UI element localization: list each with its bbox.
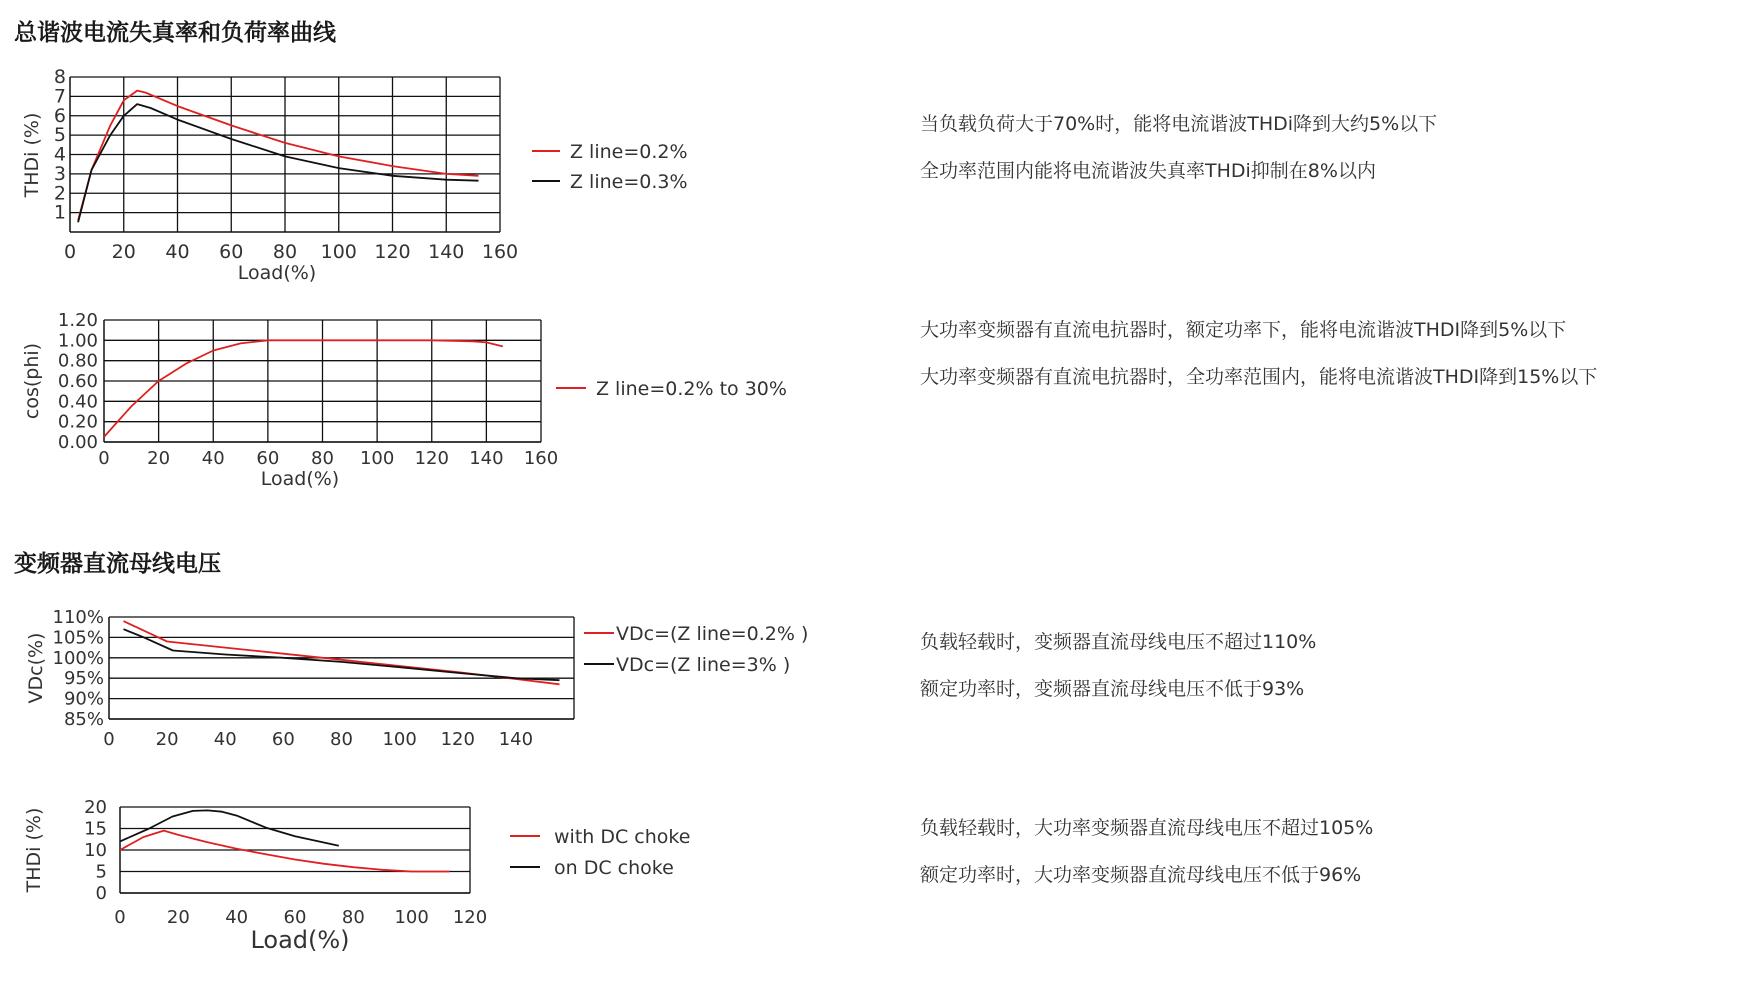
x-tick-label: 20: [147, 448, 171, 469]
y-tick-label: 15: [84, 818, 107, 840]
y-tick-label: 3: [53, 162, 66, 185]
chart-dc-bus-voltage: [0, 600, 820, 760]
series-line: [104, 340, 503, 437]
description-line: 额定功率时，大功率变频器直流母线电压不低于96%: [920, 864, 1362, 886]
legend-label: on DC choke: [554, 857, 674, 879]
x-tick-label: 140: [428, 241, 465, 263]
x-tick-label: 60: [256, 448, 280, 469]
series-line: [78, 91, 478, 221]
description-line: 大功率变频器有直流电抗器时，额定功率下，能将电流谐波THDI降到5%以下: [920, 319, 1567, 341]
description-line: 大功率变频器有直流电抗器时，全功率范围内，能将电流谐波THDI降到15%以下: [920, 366, 1598, 388]
y-tick-label: 20: [84, 797, 107, 818]
x-axis-label: Load(%): [237, 262, 317, 284]
section-title-thd: 总谐波电流失真率和负荷率曲线: [14, 20, 336, 46]
y-axis-label: cos(phi): [21, 342, 43, 420]
y-tick-label: 85%: [63, 709, 104, 730]
description-line: 全功率范围内能将电流谐波失真率THDi抑制在8%以内: [920, 160, 1376, 182]
chart-thd-vs-load: [0, 0, 760, 300]
y-tick-label: 5: [53, 124, 66, 147]
section-title-dc-bus-voltage: 变频器直流母线电压: [14, 551, 221, 577]
x-tick-label: 80: [272, 241, 298, 263]
y-tick-label: 1.20: [57, 310, 98, 331]
x-tick-label: 120: [452, 907, 488, 928]
x-tick-label: 20: [111, 241, 136, 263]
x-tick-label: 20: [166, 907, 190, 928]
x-tick-label: 120: [414, 448, 449, 469]
x-axis-label: Load(%): [260, 468, 340, 490]
description-dc-choke: [920, 805, 1373, 899]
description-power-factor: [920, 307, 1597, 401]
legend-label: Z line=0.2% to 30%: [596, 378, 787, 400]
y-axis-label: VDc(%): [25, 632, 47, 704]
x-tick-label: 40: [165, 241, 190, 263]
y-tick-label: 0.60: [57, 371, 98, 392]
legend-label: Z line=0.3%: [570, 171, 688, 193]
legend-label: VDc=(Z line=3% ): [616, 654, 791, 676]
y-tick-label: 0: [95, 883, 107, 904]
chart-thd-dc-choke: [0, 797, 740, 970]
description-dc-bus-voltage: [920, 619, 1316, 713]
x-tick-label: 140: [469, 448, 504, 469]
x-tick-label: 0: [114, 907, 126, 928]
y-tick-label: 1: [53, 201, 66, 224]
description-thd-load: [920, 101, 1437, 195]
legend-label: VDc=(Z line=0.2% ): [616, 623, 809, 645]
description-line: 当负载负荷大于70%时，能将电流谐波THDi降到大约5%以下: [920, 113, 1438, 135]
description-line: 负载轻载时，大功率变频器直流母线电压不超过105%: [920, 817, 1374, 839]
x-tick-label: 120: [440, 729, 475, 750]
x-tick-label: 80: [311, 448, 334, 469]
x-tick-label: 40: [225, 907, 249, 928]
y-tick-label: 2: [53, 182, 66, 205]
y-tick-label: 4: [53, 143, 66, 166]
x-tick-label: 100: [320, 241, 357, 263]
series-line: [124, 621, 560, 684]
y-axis-label: THDi (%): [23, 807, 45, 893]
y-tick-label: 105%: [52, 627, 104, 649]
y-tick-label: 0.20: [57, 411, 98, 433]
x-axis-label: Load(%): [250, 926, 350, 954]
x-tick-label: 0: [103, 729, 115, 750]
x-tick-label: 60: [219, 241, 244, 263]
x-tick-label: 140: [498, 729, 534, 750]
y-tick-label: 6: [53, 104, 66, 127]
x-tick-label: 40: [201, 448, 225, 469]
x-tick-label: 20: [155, 729, 179, 750]
description-line: 额定功率时，变频器直流母线电压不低于93%: [920, 678, 1305, 700]
x-tick-label: 100: [359, 448, 395, 469]
x-tick-label: 40: [213, 729, 237, 750]
series-line: [78, 104, 478, 222]
y-tick-label: 110%: [52, 607, 104, 628]
y-tick-label: 10: [84, 840, 107, 861]
x-tick-label: 160: [523, 448, 559, 469]
x-tick-label: 160: [481, 241, 519, 263]
chart-power-factor-vs-load: [0, 300, 800, 510]
y-tick-label: 8: [53, 66, 66, 88]
x-tick-label: 80: [341, 907, 365, 928]
legend-label: Z line=0.2%: [570, 141, 688, 163]
y-tick-label: 5: [95, 861, 107, 883]
y-axis-label: THDi (%): [21, 112, 43, 198]
y-tick-label: 95%: [63, 668, 104, 690]
x-tick-label: 60: [283, 907, 307, 928]
y-tick-label: 0.40: [57, 391, 98, 413]
series-line: [120, 831, 450, 872]
x-tick-label: 100: [394, 907, 429, 928]
x-tick-label: 100: [382, 729, 417, 750]
y-tick-label: 90%: [63, 688, 104, 710]
y-tick-label: 0.80: [57, 350, 98, 372]
x-tick-label: 80: [330, 729, 353, 750]
x-tick-label: 120: [374, 241, 411, 263]
y-tick-label: 7: [53, 85, 66, 108]
legend-label: with DC choke: [554, 826, 691, 848]
y-tick-label: 0.00: [57, 432, 98, 453]
x-tick-label: 0: [98, 448, 110, 469]
y-tick-label: 100%: [52, 647, 104, 669]
y-tick-label: 1.00: [57, 330, 98, 352]
x-tick-label: 0: [63, 241, 77, 263]
x-tick-label: 60: [271, 729, 295, 750]
description-line: 负载轻载时，变频器直流母线电压不超过110%: [920, 631, 1317, 653]
